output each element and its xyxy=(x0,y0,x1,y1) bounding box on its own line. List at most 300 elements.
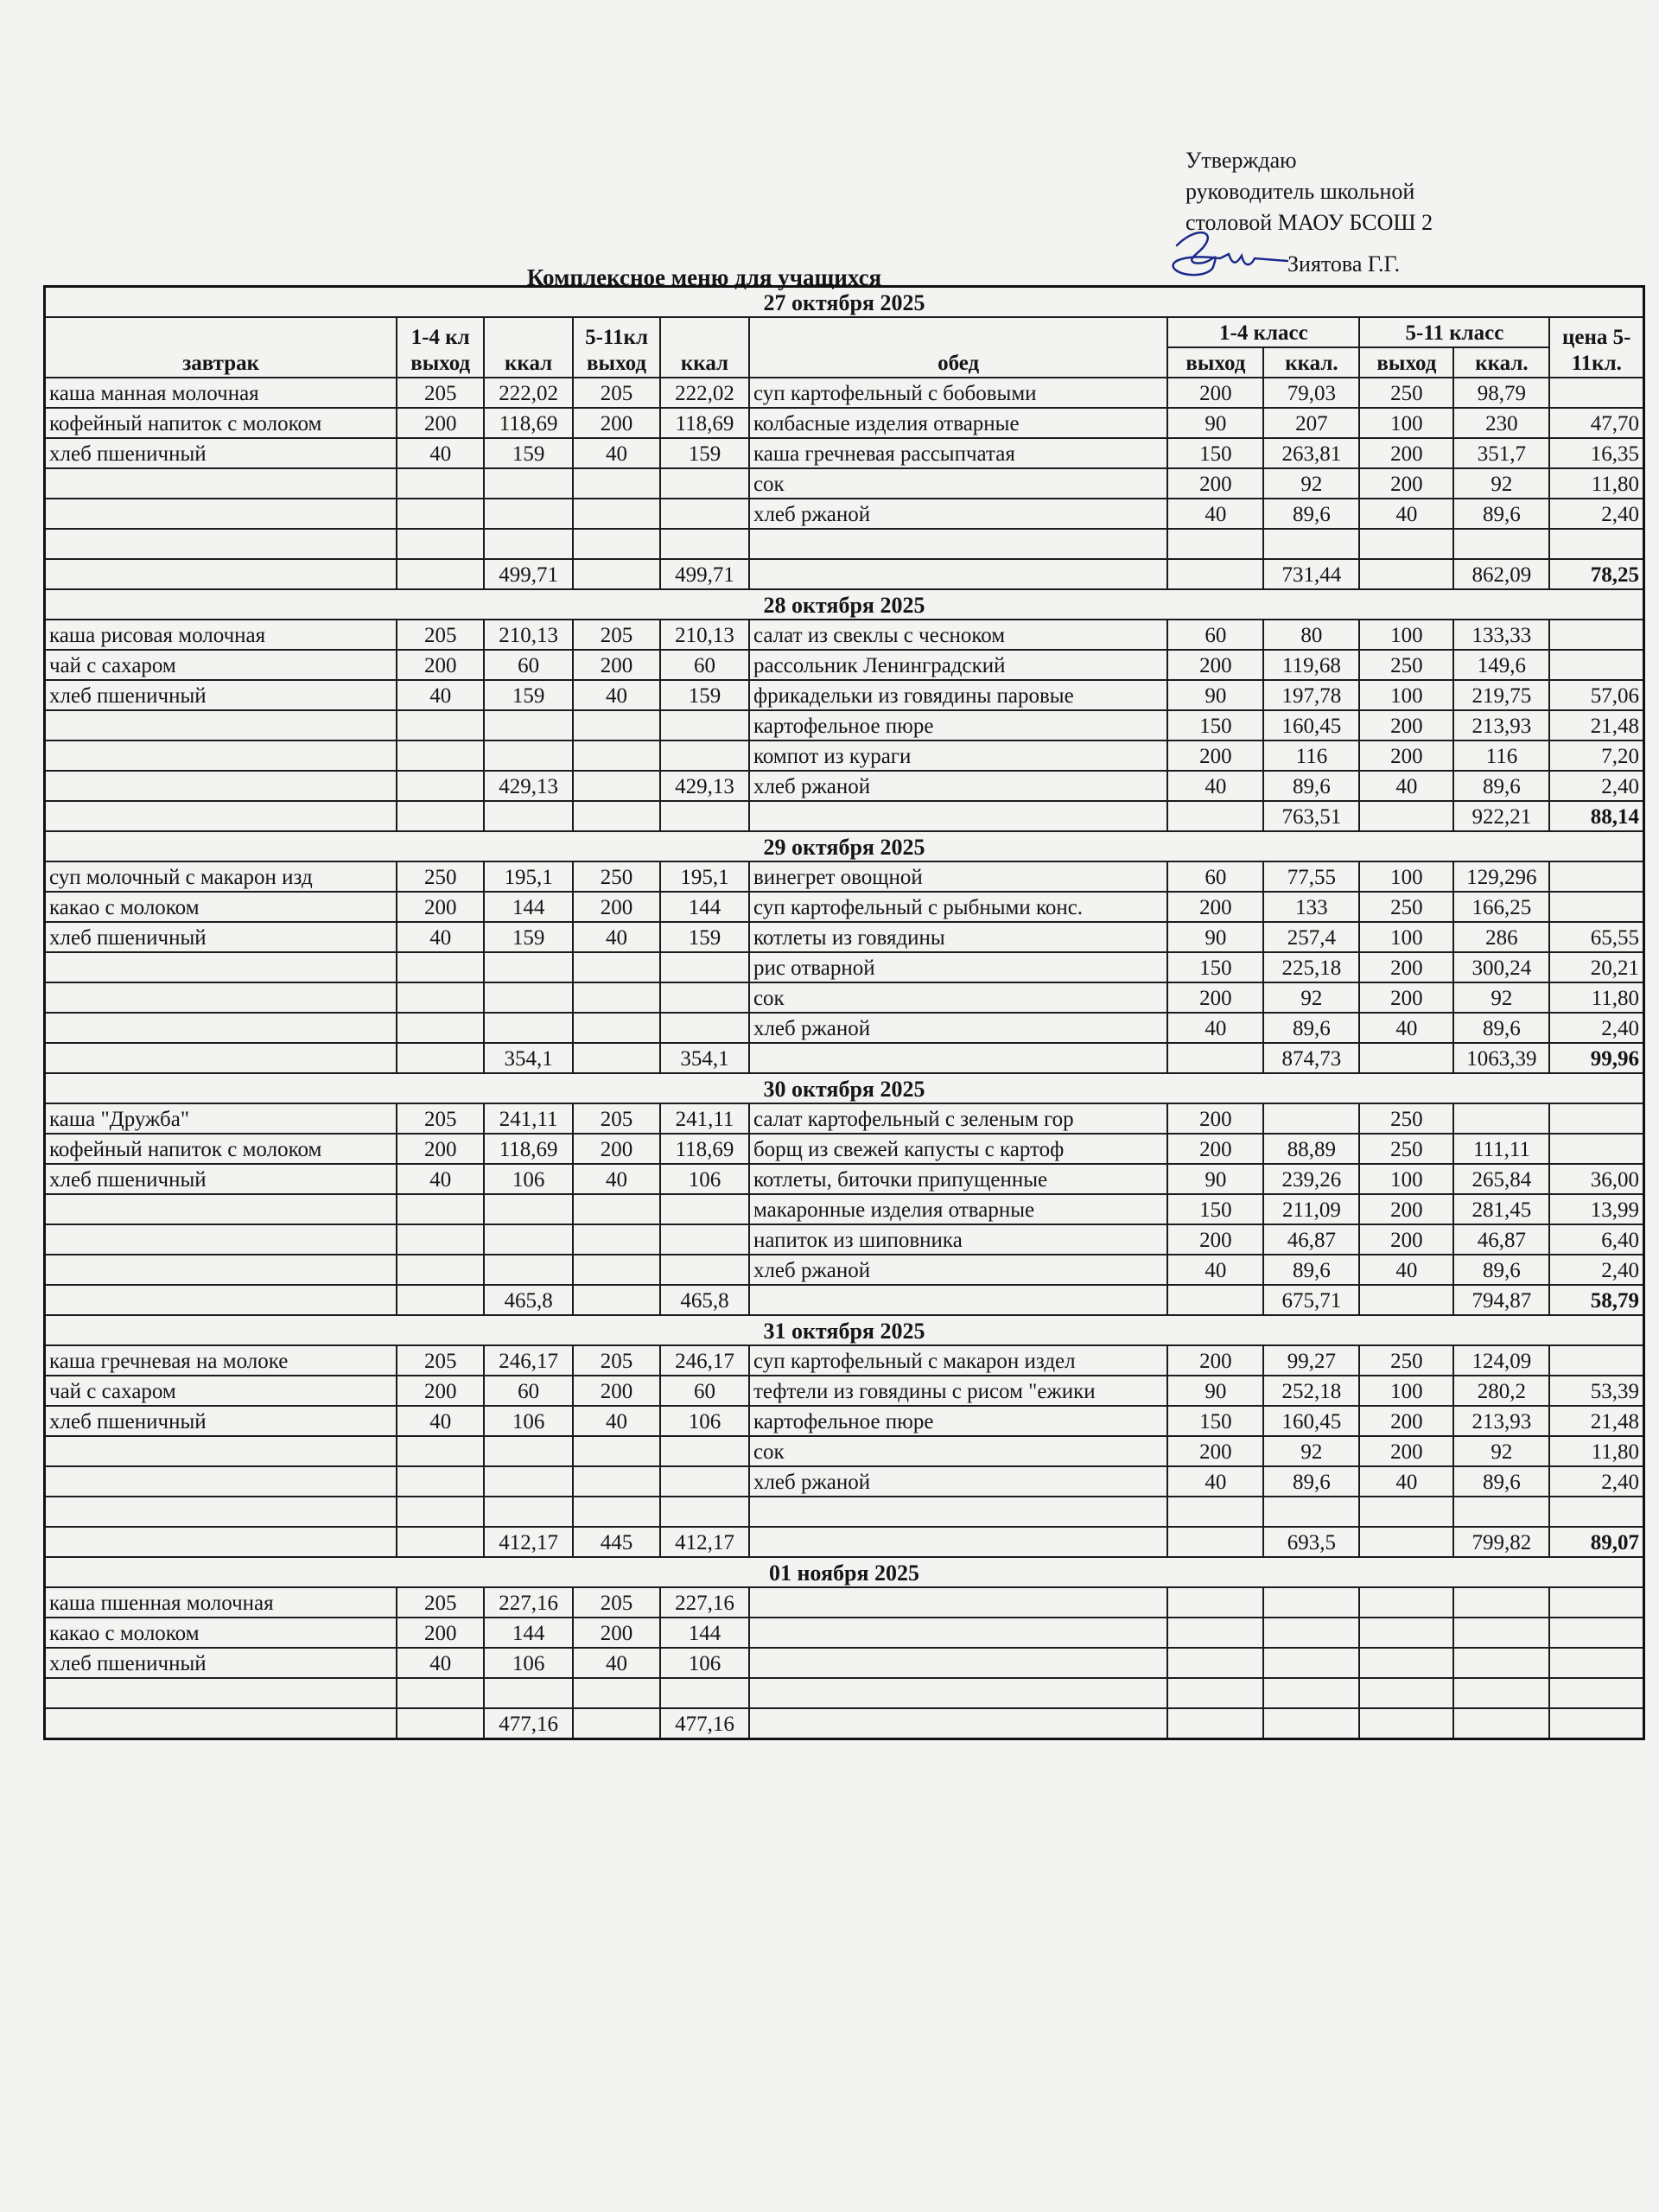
breakfast-dish xyxy=(45,1466,397,1497)
breakfast-junior-portion: 200 xyxy=(397,650,484,680)
menu-row xyxy=(45,1043,1644,1073)
breakfast-dish xyxy=(45,1013,397,1043)
breakfast-junior-portion: 205 xyxy=(397,1345,484,1376)
price xyxy=(1549,1618,1643,1648)
breakfast-senior-kcal: 60 xyxy=(660,650,749,680)
breakfast-senior-kcal: 246,17 xyxy=(660,1345,749,1376)
breakfast-senior-kcal-total: 465,8 xyxy=(660,1285,749,1315)
lunch-senior-kcal xyxy=(1453,1678,1549,1708)
header-row xyxy=(45,317,1644,347)
lunch-senior-kcal: 46,87 xyxy=(1453,1224,1549,1255)
price: 7,20 xyxy=(1549,741,1643,771)
date-heading: 31 октября 2025 xyxy=(45,1315,1644,1345)
lunch-senior-portion: 100 xyxy=(1359,680,1453,710)
breakfast-senior-kcal: 241,11 xyxy=(660,1103,749,1134)
lunch-senior-portion: 250 xyxy=(1359,1134,1453,1164)
lunch-junior-portion: 200 xyxy=(1167,1103,1263,1134)
breakfast-senior-kcal: 106 xyxy=(660,1406,749,1436)
lunch-senior-kcal: 300,24 xyxy=(1453,952,1549,982)
lunch-senior-portion: 40 xyxy=(1359,1013,1453,1043)
breakfast-senior-kcal xyxy=(660,741,749,771)
lunch-senior-portion: 200 xyxy=(1359,741,1453,771)
breakfast-senior-kcal xyxy=(660,1194,749,1224)
lunch-junior-portion: 200 xyxy=(1167,982,1263,1013)
breakfast-junior-portion: 40 xyxy=(397,922,484,952)
price: 11,80 xyxy=(1549,468,1643,499)
lunch-dish: фрикадельки из говядины паровые xyxy=(749,680,1167,710)
breakfast-senior-kcal: 144 xyxy=(660,1618,749,1648)
menu-row xyxy=(45,892,1644,922)
lunch-senior-kcal xyxy=(1453,529,1549,559)
breakfast-junior-portion xyxy=(397,1527,484,1557)
lunch-junior-portion: 150 xyxy=(1167,952,1263,982)
breakfast-junior-portion: 200 xyxy=(397,1618,484,1648)
breakfast-dish: чай с сахаром xyxy=(45,1376,397,1406)
lunch-senior-kcal-total: 862,09 xyxy=(1453,559,1549,589)
breakfast-junior-kcal xyxy=(484,468,573,499)
lunch-senior-portion: 200 xyxy=(1359,1406,1453,1436)
lunch-junior-kcal xyxy=(1263,529,1359,559)
lunch-senior-portion xyxy=(1359,1043,1453,1073)
breakfast-senior-portion: 200 xyxy=(573,408,660,438)
breakfast-senior-kcal xyxy=(660,982,749,1013)
price xyxy=(1549,861,1643,892)
breakfast-senior-kcal: 159 xyxy=(660,438,749,468)
lunch-junior-kcal: 92 xyxy=(1263,468,1359,499)
breakfast-junior-kcal: 195,1 xyxy=(484,861,573,892)
lunch-senior-kcal: 111,11 xyxy=(1453,1134,1549,1164)
lunch-dish xyxy=(749,1587,1167,1618)
lunch-junior-portion xyxy=(1167,1648,1263,1678)
lunch-senior-kcal: 213,93 xyxy=(1453,1406,1549,1436)
lunch-senior-kcal: 265,84 xyxy=(1453,1164,1549,1194)
lunch-dish: суп картофельный с рыбными конс. xyxy=(749,892,1167,922)
menu-row xyxy=(45,1285,1644,1315)
header-lunch: обед xyxy=(749,317,1167,378)
lunch-dish: хлеб ржаной xyxy=(749,1466,1167,1497)
breakfast-junior-kcal: 159 xyxy=(484,922,573,952)
breakfast-junior-portion xyxy=(397,741,484,771)
price: 21,48 xyxy=(1549,710,1643,741)
breakfast-junior-kcal xyxy=(484,499,573,529)
lunch-junior-portion: 200 xyxy=(1167,741,1263,771)
breakfast-senior-portion xyxy=(573,710,660,741)
breakfast-senior-kcal xyxy=(660,468,749,499)
breakfast-junior-kcal: 106 xyxy=(484,1648,573,1678)
breakfast-junior-kcal-total: 477,16 xyxy=(484,1708,573,1739)
lunch-senior-kcal: 149,6 xyxy=(1453,650,1549,680)
price: 2,40 xyxy=(1549,771,1643,801)
lunch-junior-portion: 200 xyxy=(1167,650,1263,680)
lunch-junior-portion xyxy=(1167,1618,1263,1648)
lunch-junior-portion xyxy=(1167,1497,1263,1527)
breakfast-senior-portion xyxy=(573,1013,660,1043)
lunch-senior-portion: 200 xyxy=(1359,468,1453,499)
lunch-dish: сок xyxy=(749,1436,1167,1466)
lunch-dish: хлеб ржаной xyxy=(749,771,1167,801)
breakfast-senior-portion xyxy=(573,801,660,831)
lunch-junior-portion: 90 xyxy=(1167,922,1263,952)
menu-row xyxy=(45,771,1644,801)
lunch-senior-kcal: 129,296 xyxy=(1453,861,1549,892)
menu-row xyxy=(45,952,1644,982)
lunch-senior-portion xyxy=(1359,1587,1453,1618)
lunch-junior-portion: 60 xyxy=(1167,620,1263,650)
breakfast-senior-portion: 40 xyxy=(573,438,660,468)
breakfast-dish xyxy=(45,559,397,589)
breakfast-dish xyxy=(45,1708,397,1739)
breakfast-junior-portion xyxy=(397,982,484,1013)
lunch-senior-kcal: 280,2 xyxy=(1453,1376,1549,1406)
breakfast-senior-kcal: 144 xyxy=(660,892,749,922)
breakfast-senior-portion xyxy=(573,1436,660,1466)
lunch-senior-kcal: 133,33 xyxy=(1453,620,1549,650)
breakfast-junior-kcal xyxy=(484,1466,573,1497)
lunch-senior-kcal xyxy=(1453,1618,1549,1648)
breakfast-dish: хлеб пшеничный xyxy=(45,680,397,710)
breakfast-dish: хлеб пшеничный xyxy=(45,1164,397,1194)
breakfast-senior-portion xyxy=(573,982,660,1013)
breakfast-senior-kcal-total: 412,17 xyxy=(660,1527,749,1557)
lunch-senior-portion: 200 xyxy=(1359,982,1453,1013)
breakfast-junior-kcal: 227,16 xyxy=(484,1587,573,1618)
breakfast-dish xyxy=(45,529,397,559)
breakfast-junior-kcal: 159 xyxy=(484,438,573,468)
date-row xyxy=(45,831,1644,861)
lunch-senior-kcal: 281,45 xyxy=(1453,1194,1549,1224)
breakfast-junior-portion xyxy=(397,1466,484,1497)
lunch-junior-portion xyxy=(1167,559,1263,589)
lunch-dish xyxy=(749,559,1167,589)
lunch-junior-portion xyxy=(1167,801,1263,831)
menu-row xyxy=(45,1194,1644,1224)
lunch-dish xyxy=(749,1618,1167,1648)
header-out: выход xyxy=(1359,347,1453,378)
breakfast-senior-kcal: 195,1 xyxy=(660,861,749,892)
header-kcal: ккал xyxy=(660,317,749,378)
breakfast-senior-kcal xyxy=(660,1678,749,1708)
lunch-junior-portion: 40 xyxy=(1167,1466,1263,1497)
breakfast-senior-portion: 200 xyxy=(573,1134,660,1164)
lunch-junior-kcal: 99,27 xyxy=(1263,1345,1359,1376)
lunch-dish: винегрет овощной xyxy=(749,861,1167,892)
lunch-dish: салат из свеклы с чесноком xyxy=(749,620,1167,650)
lunch-senior-kcal: 219,75 xyxy=(1453,680,1549,710)
date-heading: 29 октября 2025 xyxy=(45,831,1644,861)
lunch-junior-kcal: 160,45 xyxy=(1263,1406,1359,1436)
lunch-senior-kcal: 213,93 xyxy=(1453,710,1549,741)
breakfast-senior-kcal: 429,13 xyxy=(660,771,749,801)
breakfast-senior-portion: 40 xyxy=(573,1164,660,1194)
breakfast-junior-portion xyxy=(397,1255,484,1285)
breakfast-junior-kcal xyxy=(484,1194,573,1224)
lunch-dish: колбасные изделия отварные xyxy=(749,408,1167,438)
lunch-junior-portion: 200 xyxy=(1167,468,1263,499)
menu-row xyxy=(45,378,1644,408)
date-row xyxy=(45,1073,1644,1103)
breakfast-senior-portion xyxy=(573,1043,660,1073)
menu-row xyxy=(45,559,1644,589)
lunch-dish xyxy=(749,1648,1167,1678)
breakfast-senior-portion: 205 xyxy=(573,1345,660,1376)
breakfast-junior-kcal: 144 xyxy=(484,892,573,922)
breakfast-dish: каша рисовая молочная xyxy=(45,620,397,650)
lunch-senior-portion xyxy=(1359,801,1453,831)
lunch-junior-kcal-total xyxy=(1263,1708,1359,1739)
lunch-junior-portion: 40 xyxy=(1167,1255,1263,1285)
price: 65,55 xyxy=(1549,922,1643,952)
menu-row xyxy=(45,1648,1644,1678)
breakfast-dish xyxy=(45,1255,397,1285)
lunch-junior-portion xyxy=(1167,1285,1263,1315)
breakfast-junior-kcal: 210,13 xyxy=(484,620,573,650)
breakfast-senior-portion xyxy=(573,1255,660,1285)
breakfast-dish xyxy=(45,1527,397,1557)
lunch-dish: макаронные изделия отварные xyxy=(749,1194,1167,1224)
breakfast-senior-kcal xyxy=(660,1436,749,1466)
price-total: 99,96 xyxy=(1549,1043,1643,1073)
lunch-senior-portion: 100 xyxy=(1359,861,1453,892)
lunch-junior-portion: 90 xyxy=(1167,1164,1263,1194)
breakfast-junior-kcal xyxy=(484,741,573,771)
lunch-junior-kcal: 79,03 xyxy=(1263,378,1359,408)
lunch-dish: сок xyxy=(749,468,1167,499)
lunch-dish: каша гречневая рассыпчатая xyxy=(749,438,1167,468)
breakfast-senior-kcal-total: 477,16 xyxy=(660,1708,749,1739)
breakfast-senior-kcal: 106 xyxy=(660,1648,749,1678)
lunch-junior-kcal: 207 xyxy=(1263,408,1359,438)
lunch-dish xyxy=(749,1678,1167,1708)
menu-row xyxy=(45,1406,1644,1436)
lunch-senior-kcal-total: 794,87 xyxy=(1453,1285,1549,1315)
price-total xyxy=(1549,1708,1643,1739)
breakfast-dish xyxy=(45,1436,397,1466)
breakfast-junior-portion xyxy=(397,1436,484,1466)
price xyxy=(1549,1648,1643,1678)
lunch-senior-kcal: 166,25 xyxy=(1453,892,1549,922)
approval-line-1: Утверждаю xyxy=(1185,148,1297,173)
menu-row xyxy=(45,1587,1644,1618)
lunch-junior-portion xyxy=(1167,1043,1263,1073)
breakfast-dish: какао с молоком xyxy=(45,892,397,922)
lunch-dish: суп картофельный с макарон издел xyxy=(749,1345,1167,1376)
lunch-senior-kcal xyxy=(1453,1497,1549,1527)
menu-row xyxy=(45,1497,1644,1527)
menu-row xyxy=(45,1224,1644,1255)
lunch-junior-kcal xyxy=(1263,1497,1359,1527)
price-total: 78,25 xyxy=(1549,559,1643,589)
menu-row xyxy=(45,1708,1644,1739)
lunch-junior-kcal-total: 874,73 xyxy=(1263,1043,1359,1073)
price xyxy=(1549,1134,1643,1164)
lunch-junior-portion: 200 xyxy=(1167,1345,1263,1376)
lunch-dish xyxy=(749,1708,1167,1739)
lunch-senior-kcal xyxy=(1453,1103,1549,1134)
lunch-junior-kcal: 80 xyxy=(1263,620,1359,650)
lunch-junior-portion: 60 xyxy=(1167,861,1263,892)
lunch-junior-kcal: 89,6 xyxy=(1263,1013,1359,1043)
menu-row xyxy=(45,1618,1644,1648)
lunch-junior-kcal-total: 675,71 xyxy=(1263,1285,1359,1315)
price xyxy=(1549,1345,1643,1376)
lunch-senior-portion: 40 xyxy=(1359,499,1453,529)
menu-row xyxy=(45,1436,1644,1466)
price: 16,35 xyxy=(1549,438,1643,468)
breakfast-dish xyxy=(45,801,397,831)
breakfast-dish xyxy=(45,1194,397,1224)
lunch-junior-kcal: 89,6 xyxy=(1263,771,1359,801)
breakfast-senior-portion xyxy=(573,1466,660,1497)
breakfast-senior-kcal: 210,13 xyxy=(660,620,749,650)
lunch-dish xyxy=(749,1497,1167,1527)
lunch-dish: суп картофельный с бобовыми xyxy=(749,378,1167,408)
breakfast-junior-portion: 200 xyxy=(397,892,484,922)
breakfast-junior-portion xyxy=(397,710,484,741)
breakfast-junior-kcal-total: 465,8 xyxy=(484,1285,573,1315)
breakfast-junior-kcal: 159 xyxy=(484,680,573,710)
breakfast-senior-kcal: 159 xyxy=(660,680,749,710)
lunch-dish: котлеты, биточки припущенные xyxy=(749,1164,1167,1194)
lunch-junior-portion: 200 xyxy=(1167,378,1263,408)
breakfast-junior-portion xyxy=(397,529,484,559)
lunch-dish xyxy=(749,1043,1167,1073)
breakfast-senior-portion: 205 xyxy=(573,1103,660,1134)
lunch-dish xyxy=(749,1527,1167,1557)
breakfast-dish xyxy=(45,710,397,741)
lunch-junior-kcal xyxy=(1263,1103,1359,1134)
lunch-senior-portion: 200 xyxy=(1359,438,1453,468)
approver-name: Зиятова Г.Г. xyxy=(1287,251,1401,276)
breakfast-junior-kcal xyxy=(484,529,573,559)
lunch-junior-portion: 40 xyxy=(1167,1013,1263,1043)
breakfast-junior-portion: 40 xyxy=(397,1648,484,1678)
menu-row xyxy=(45,499,1644,529)
breakfast-senior-kcal xyxy=(660,710,749,741)
lunch-dish: хлеб ржаной xyxy=(749,1013,1167,1043)
lunch-senior-kcal: 286 xyxy=(1453,922,1549,952)
menu-row xyxy=(45,438,1644,468)
breakfast-junior-portion xyxy=(397,559,484,589)
breakfast-junior-kcal: 106 xyxy=(484,1406,573,1436)
lunch-senior-portion: 200 xyxy=(1359,1436,1453,1466)
lunch-dish: картофельное пюре xyxy=(749,710,1167,741)
header-kcal: ккал. xyxy=(1453,347,1549,378)
menu-row xyxy=(45,1134,1644,1164)
menu-row xyxy=(45,1376,1644,1406)
lunch-senior-portion: 40 xyxy=(1359,771,1453,801)
price: 21,48 xyxy=(1549,1406,1643,1436)
lunch-dish: хлеб ржаной xyxy=(749,499,1167,529)
breakfast-senior-kcal xyxy=(660,1497,749,1527)
lunch-senior-kcal: 89,6 xyxy=(1453,1013,1549,1043)
lunch-senior-portion: 100 xyxy=(1359,1164,1453,1194)
breakfast-junior-portion xyxy=(397,1224,484,1255)
lunch-junior-portion xyxy=(1167,1527,1263,1557)
breakfast-junior-portion xyxy=(397,1708,484,1739)
date-row xyxy=(45,1315,1644,1345)
lunch-junior-kcal: 252,18 xyxy=(1263,1376,1359,1406)
breakfast-junior-kcal xyxy=(484,1678,573,1708)
lunch-junior-portion xyxy=(1167,1587,1263,1618)
lunch-junior-portion: 150 xyxy=(1167,710,1263,741)
menu-row xyxy=(45,1678,1644,1708)
breakfast-senior-portion xyxy=(573,741,660,771)
breakfast-junior-kcal xyxy=(484,1497,573,1527)
lunch-junior-kcal: 92 xyxy=(1263,1436,1359,1466)
breakfast-senior-portion: 445 xyxy=(573,1527,660,1557)
breakfast-senior-portion xyxy=(573,1678,660,1708)
breakfast-senior-portion: 205 xyxy=(573,620,660,650)
breakfast-junior-portion xyxy=(397,499,484,529)
lunch-junior-kcal: 77,55 xyxy=(1263,861,1359,892)
breakfast-junior-kcal: 144 xyxy=(484,1618,573,1648)
lunch-senior-kcal: 89,6 xyxy=(1453,1255,1549,1285)
menu-row xyxy=(45,1013,1644,1043)
breakfast-senior-kcal: 159 xyxy=(660,922,749,952)
lunch-senior-portion: 40 xyxy=(1359,1255,1453,1285)
menu-row xyxy=(45,620,1644,650)
lunch-senior-kcal: 124,09 xyxy=(1453,1345,1549,1376)
approval-block xyxy=(1185,145,1433,280)
breakfast-junior-portion: 205 xyxy=(397,1587,484,1618)
breakfast-dish xyxy=(45,771,397,801)
breakfast-junior-kcal xyxy=(484,710,573,741)
price xyxy=(1549,1678,1643,1708)
lunch-senior-portion xyxy=(1359,1648,1453,1678)
lunch-senior-portion: 200 xyxy=(1359,952,1453,982)
breakfast-senior-portion: 205 xyxy=(573,378,660,408)
lunch-junior-portion: 40 xyxy=(1167,499,1263,529)
breakfast-junior-kcal xyxy=(484,1255,573,1285)
menu-row xyxy=(45,1466,1644,1497)
breakfast-junior-kcal: 118,69 xyxy=(484,1134,573,1164)
breakfast-dish: хлеб пшеничный xyxy=(45,922,397,952)
breakfast-senior-kcal: 227,16 xyxy=(660,1587,749,1618)
breakfast-junior-kcal-total: 354,1 xyxy=(484,1043,573,1073)
lunch-junior-portion: 200 xyxy=(1167,892,1263,922)
lunch-senior-portion xyxy=(1359,1708,1453,1739)
breakfast-junior-kcal xyxy=(484,1436,573,1466)
lunch-dish xyxy=(749,1285,1167,1315)
lunch-junior-kcal-total: 731,44 xyxy=(1263,559,1359,589)
price xyxy=(1549,1103,1643,1134)
lunch-junior-kcal: 89,6 xyxy=(1263,499,1359,529)
breakfast-senior-kcal: 106 xyxy=(660,1164,749,1194)
lunch-junior-portion: 90 xyxy=(1167,1376,1263,1406)
lunch-senior-portion: 200 xyxy=(1359,1194,1453,1224)
menu-row xyxy=(45,680,1644,710)
price: 2,40 xyxy=(1549,1255,1643,1285)
lunch-senior-kcal: 116 xyxy=(1453,741,1549,771)
price: 13,99 xyxy=(1549,1194,1643,1224)
breakfast-junior-portion xyxy=(397,1194,484,1224)
breakfast-senior-kcal-total: 354,1 xyxy=(660,1043,749,1073)
date-row xyxy=(45,1557,1644,1587)
price: 11,80 xyxy=(1549,1436,1643,1466)
lunch-junior-portion: 150 xyxy=(1167,438,1263,468)
lunch-junior-portion xyxy=(1167,529,1263,559)
breakfast-junior-portion: 40 xyxy=(397,1164,484,1194)
lunch-junior-kcal-total: 693,5 xyxy=(1263,1527,1359,1557)
breakfast-junior-kcal-total: 412,17 xyxy=(484,1527,573,1557)
breakfast-junior-portion: 205 xyxy=(397,1103,484,1134)
lunch-junior-kcal: 239,26 xyxy=(1263,1164,1359,1194)
menu-row xyxy=(45,861,1644,892)
breakfast-junior-kcal: 246,17 xyxy=(484,1345,573,1376)
lunch-senior-portion: 100 xyxy=(1359,1376,1453,1406)
price: 2,40 xyxy=(1549,1466,1643,1497)
price xyxy=(1549,650,1643,680)
